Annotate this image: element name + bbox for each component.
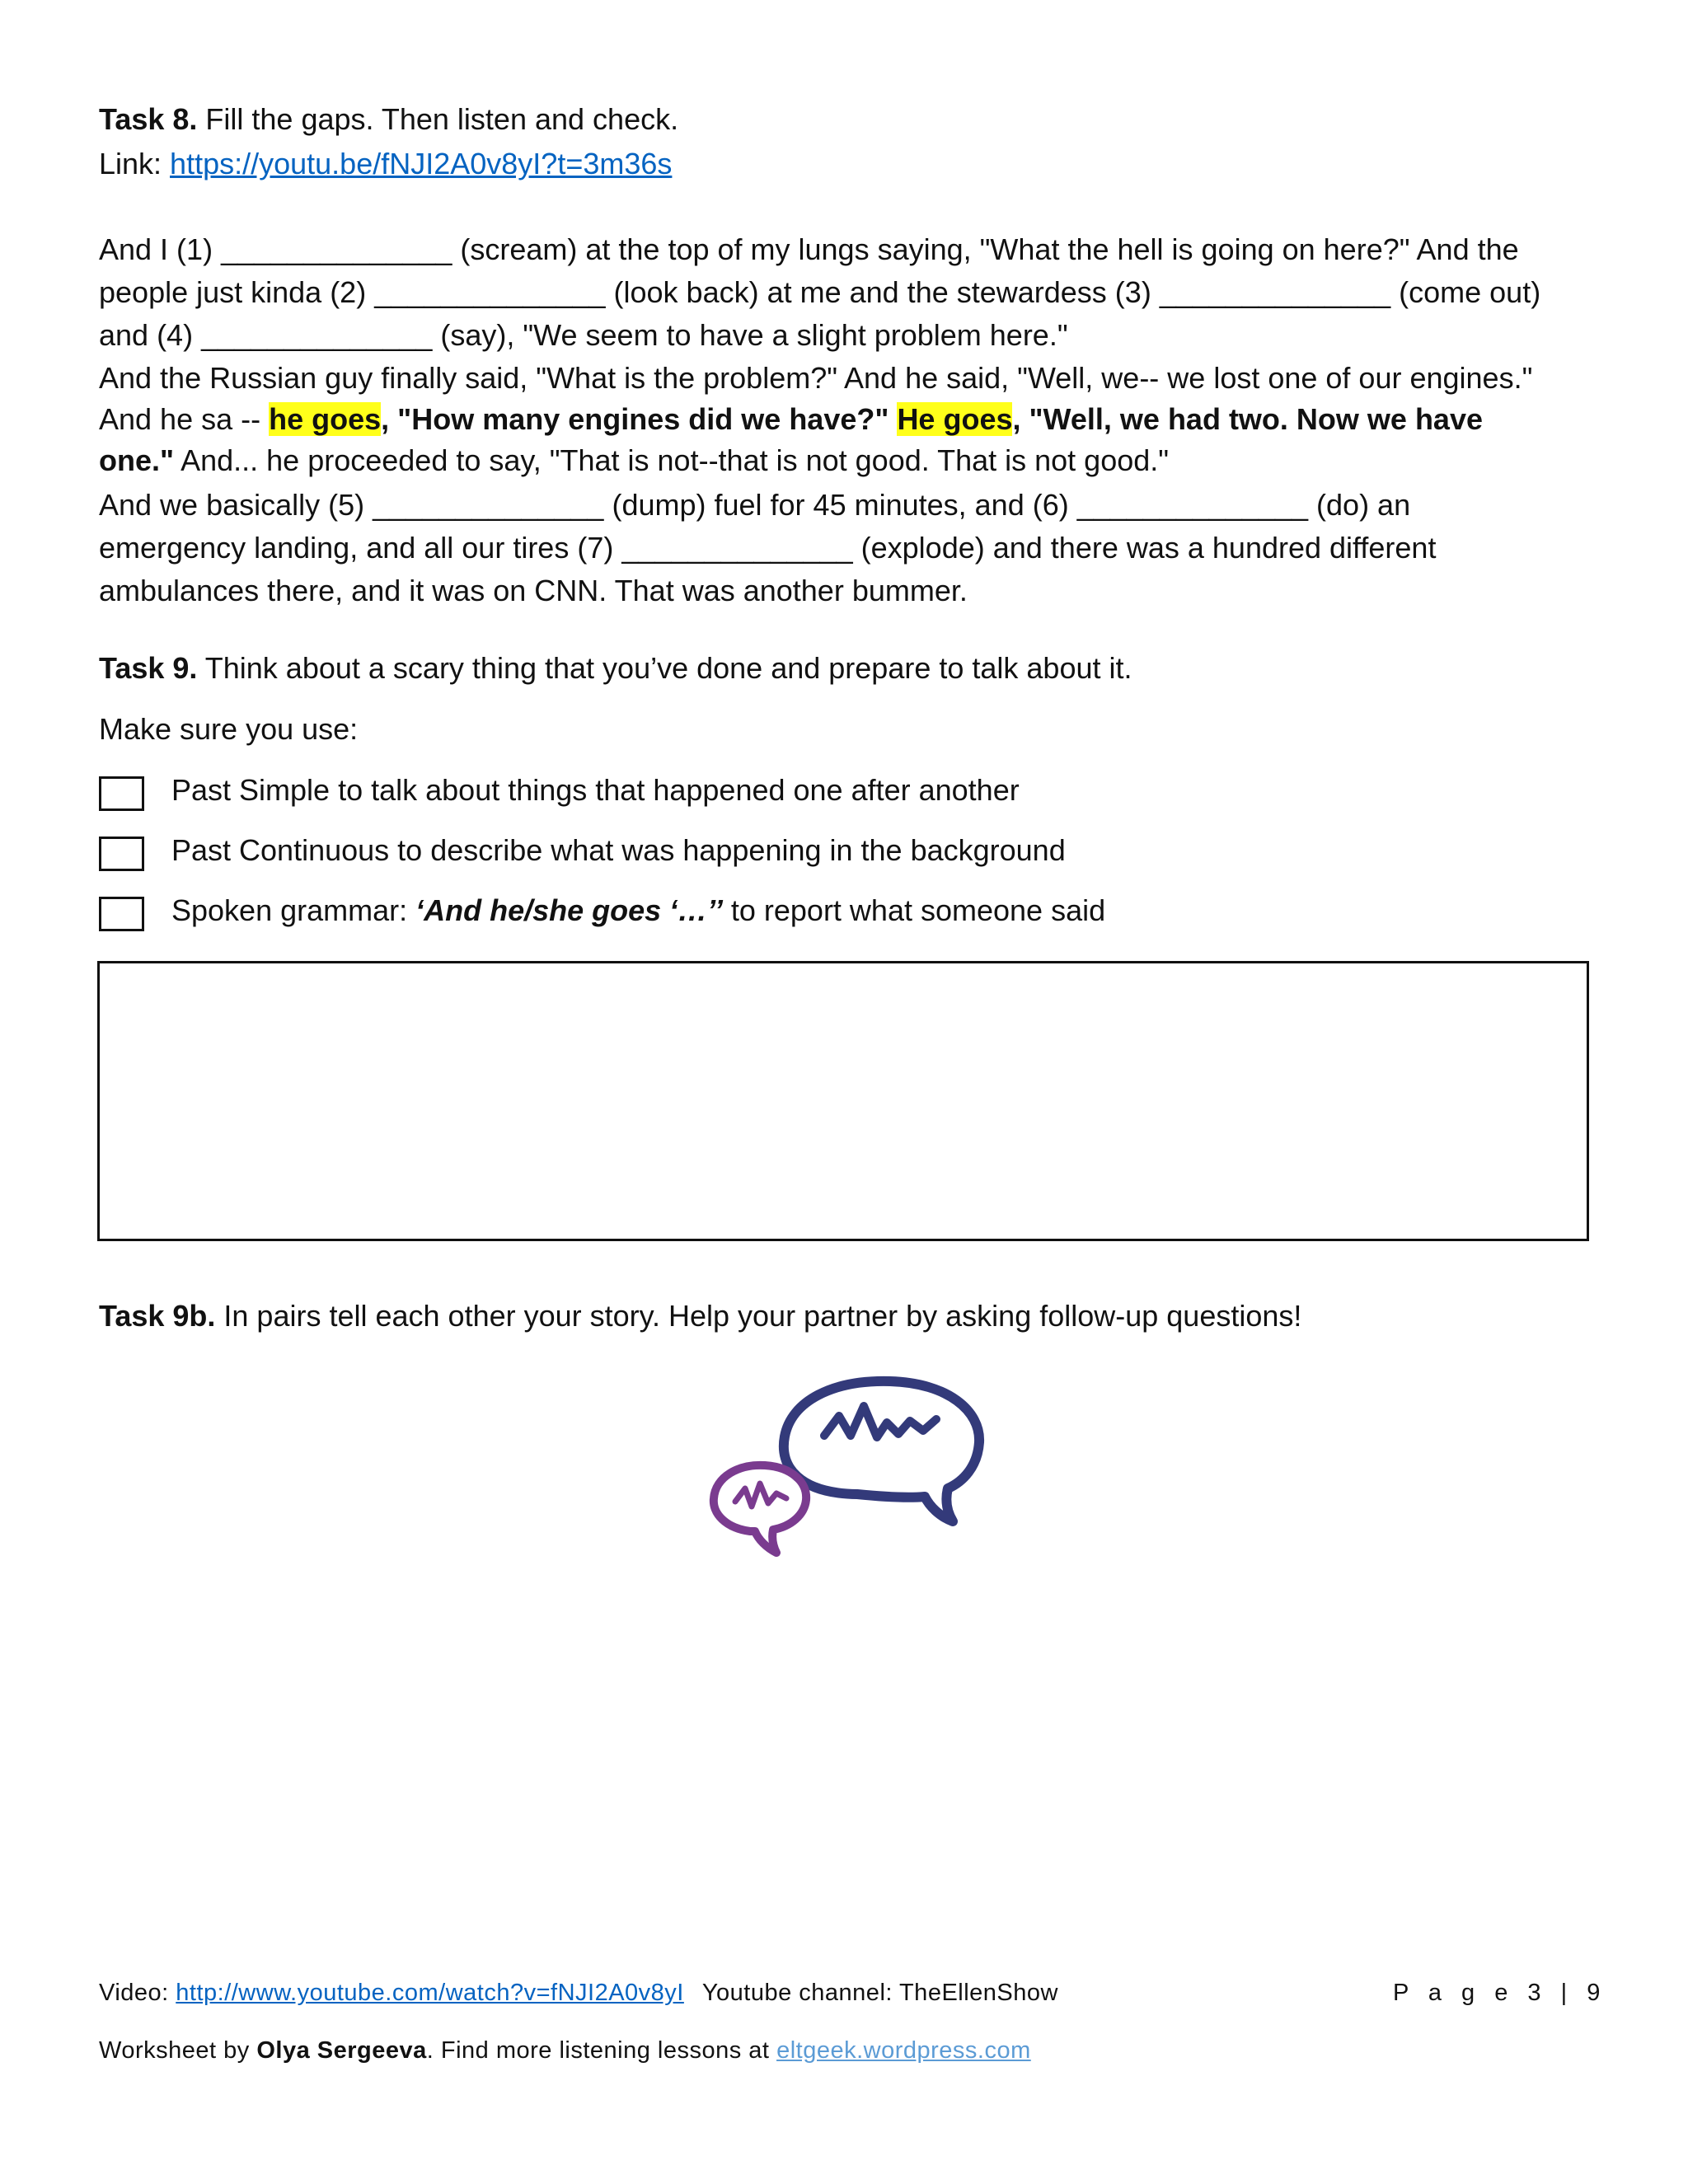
- footer-video-label: Video:: [99, 1980, 176, 2006]
- gap-5: ______________: [373, 488, 604, 522]
- checkbox-spoken-grammar[interactable]: [99, 897, 144, 931]
- footer-credit-text: . Find more listening lessons at: [426, 2037, 777, 2064]
- small-bubble-wave: [735, 1483, 786, 1507]
- passage-line-2: [99, 274, 1540, 312]
- task8-video-link[interactable]: https://youtu.be/fNJI2A0v8yI?t=3m36s: [170, 147, 673, 180]
- task9b-heading-line: [99, 1297, 1301, 1335]
- passage-text: (explode) and there was a hundred different: [852, 531, 1437, 565]
- passage-text: ambulances there, and it was on CNN. That was another bummer.: [99, 574, 968, 607]
- passage-text: (come out): [1390, 275, 1541, 309]
- checklist-text: to report what someone said: [722, 893, 1106, 927]
- large-bubble-wave: [824, 1406, 936, 1437]
- passage-line-7: [99, 486, 1410, 524]
- passage-text: And... he proceeded to say, "That is not--that is not good. That is not good.": [174, 443, 1170, 477]
- highlight-he-goes: He goes: [897, 402, 1013, 436]
- task9-heading-line: [99, 649, 1132, 687]
- passage-text: And the Russian guy finally said, "What is the problem?" And he said, "Well, we-- we lost one of our engines.": [99, 361, 1533, 395]
- passage-bold-text: , "How many engines did we have?": [381, 402, 898, 436]
- passage-text: (scream) at the top of my lungs saying, "What the hell is going on here?" And the: [452, 232, 1519, 266]
- passage-line-6: [99, 442, 1169, 480]
- page-number: P a g e 3 | 9: [1393, 1980, 1607, 2006]
- checklist-emphasis: ‘And he/she goes ‘…’’: [415, 893, 723, 927]
- footer-channel: Youtube channel: TheEllenShow: [701, 1980, 1058, 2006]
- checkbox-past-simple[interactable]: [99, 776, 144, 811]
- checklist-item-past-simple: Past Simple to talk about things that happened one after another: [171, 773, 1020, 807]
- passage-line-5: [99, 401, 1483, 438]
- passage-text: (say), "We seem to have a slight problem here.": [432, 318, 1068, 352]
- passage-text: And he sa --: [99, 402, 270, 436]
- answer-box[interactable]: [97, 961, 1589, 1241]
- task9b-heading: Task 9b.: [99, 1299, 216, 1333]
- footer-credit-text: Worksheet by: [99, 2037, 257, 2064]
- task8-link-line: [99, 145, 672, 183]
- small-bubble-outline: [714, 1465, 806, 1553]
- passage-text: emergency landing, and all our tires (7): [99, 531, 622, 565]
- checklist-text: Spoken grammar:: [171, 893, 416, 927]
- checklist-item-past-continuous: Past Continuous to describe what was happening in the background: [171, 833, 1066, 867]
- author-name: Olya Sergeeva: [256, 2037, 427, 2064]
- highlight-he-goes: he goes: [269, 402, 382, 436]
- gap-6: ______________: [1076, 488, 1309, 522]
- task8-instruction: Fill the gaps. Then listen and check.: [197, 102, 679, 136]
- passage-line-9: [99, 572, 968, 610]
- gap-2: ______________: [374, 275, 606, 309]
- footer-video-line: [99, 1978, 1058, 2008]
- task8-link-label: Link:: [99, 147, 171, 180]
- passage-line-3: [99, 316, 1068, 354]
- gap-3: ______________: [1159, 275, 1391, 309]
- task8-heading: Task 8.: [99, 102, 198, 136]
- passage-bold-text: one.": [99, 443, 175, 477]
- passage-line-4: [99, 359, 1532, 397]
- passage-text: and (4): [99, 318, 202, 352]
- task9-heading: Task 9.: [99, 651, 198, 685]
- large-bubble-outline: [784, 1381, 979, 1521]
- gap-4: ______________: [201, 318, 433, 352]
- passage-text: (dump) fuel for 45 minutes, and (6): [603, 488, 1077, 522]
- checkbox-past-continuous[interactable]: [99, 837, 144, 871]
- gap-1: ______________: [221, 232, 452, 266]
- footer-site-link[interactable]: eltgeek.wordpress.com: [776, 2037, 1031, 2064]
- passage-text: And I (1): [99, 232, 222, 266]
- speech-bubbles-icon: [701, 1352, 997, 1566]
- checklist-item-spoken-grammar: [171, 892, 1105, 930]
- passage-text: And we basically (5): [99, 488, 373, 522]
- task9b-instruction: In pairs tell each other your story. Help your partner by asking follow-up questions!: [215, 1299, 1302, 1333]
- task8-heading-line: [99, 101, 678, 138]
- passage-line-8: [99, 529, 1436, 567]
- gap-7: ______________: [621, 531, 853, 565]
- task9-instruction: Think about a scary thing that you’ve done and prepare to talk about it.: [197, 651, 1132, 685]
- make-sure-label: Make sure you use:: [99, 712, 359, 746]
- footer-video-link[interactable]: http://www.youtube.com/watch?v=fNJI2A0v8yI: [176, 1980, 684, 2006]
- passage-text: (do) an: [1308, 488, 1411, 522]
- passage-bold-text: , "Well, we had two. Now we have: [1012, 402, 1483, 436]
- passage-text: people just kinda (2): [99, 275, 375, 309]
- passage-text: (look back) at me and the stewardess (3): [605, 275, 1160, 309]
- footer-credit-line: [99, 2036, 1031, 2065]
- passage-line-1: [99, 231, 1519, 269]
